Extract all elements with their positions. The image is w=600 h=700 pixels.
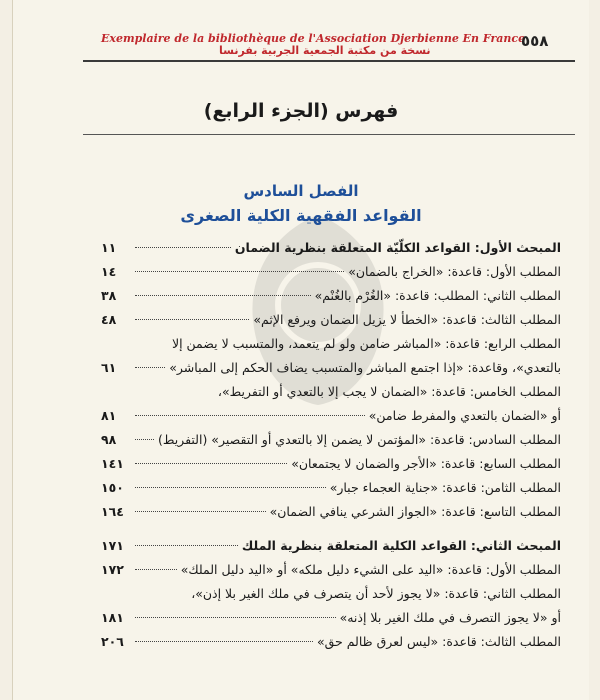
chapter-title: القواعد الفقهية الكلية الصغرى: [180, 206, 422, 225]
dot-leader: [135, 511, 266, 512]
toc-entry[interactable]: [101, 634, 561, 658]
toc-entry-label: المطلب الثامن: قاعدة: «جناية العجماء جبار»: [329, 480, 561, 495]
toc-entry[interactable]: [101, 312, 561, 336]
title-rule: [83, 134, 575, 135]
toc-entry-label: أو «لا يجوز التصرف في ملك الغير بلا إذنه»: [339, 610, 561, 625]
toc-entry[interactable]: [101, 360, 561, 384]
toc-entry-label: المطلب الثاني: المطلب: قاعدة: «الغُرْم بالغُنْم»: [314, 288, 561, 303]
toc-entry[interactable]: [101, 480, 561, 504]
toc-entry-page: ٣٨: [101, 288, 117, 303]
toc-entry-label: المطلب الخامس: قاعدة: «الضمان لا يجب إلا بالتعدي أو التفريط»،: [217, 384, 561, 399]
toc-entry-page: ١١: [101, 240, 117, 255]
toc-entry-label: المبحث الثاني: القواعد الكلية المتعلقة بنظرية الملك: [241, 538, 561, 553]
dot-leader: [135, 295, 311, 296]
toc-entry-label: المطلب الأول: قاعدة: «اليد على الشيء دليل ملكه» أو «اليد دليل الملك»: [180, 562, 561, 577]
page-number: ٥٥٨: [521, 32, 549, 50]
toc-entry-label: المبحث الأول: القواعد الكلّيّة المتعلقة بنظرية الضمان: [234, 240, 561, 255]
toc-entry-page: ٢٠٦: [101, 634, 124, 649]
toc-entry-label: المطلب الثالث: قاعدة: «الخطأ لا يزيل الضمان ويرفع الإثم»: [253, 312, 561, 327]
toc-entry-page: ١٤١: [101, 456, 124, 471]
toc-section-entry[interactable]: [101, 538, 561, 562]
toc-entry-label: المطلب الثاني: قاعدة: «لا يجوز لأحد أن يتصرف في ملك الغير بلا إذن»،: [191, 586, 561, 601]
toc-entry[interactable]: [101, 384, 561, 408]
toc-section-entry[interactable]: [101, 240, 561, 264]
toc-entry[interactable]: [101, 504, 561, 528]
toc-entry-page: ٦١: [101, 360, 117, 375]
toc-entry-page: ١٧٢: [101, 562, 124, 577]
book-page: [12, 0, 589, 700]
toc-entry[interactable]: [101, 562, 561, 586]
dot-leader: [135, 463, 287, 464]
toc-entry-label: المطلب السادس: قاعدة: «المؤتمن لا يضمن إلا بالتعدي أو التقصير» (التفريط): [157, 432, 561, 447]
toc-entry[interactable]: [101, 586, 561, 610]
toc-entry-label: المطلب الرابع: قاعدة: «المباشر ضامن ولو لم يتعمد، والمتسبب لا يضمن إلا: [171, 336, 561, 351]
toc-entry[interactable]: [101, 408, 561, 432]
toc-entry[interactable]: [101, 336, 561, 360]
dot-leader: [135, 415, 365, 416]
toc-entry-page: ١٨١: [101, 610, 124, 625]
dot-leader: [135, 617, 336, 618]
toc-entry-label: بالتعدي»، وقاعدة: «إذا اجتمع المباشر والمتسبب يضاف الحكم إلى المباشر»: [169, 360, 561, 375]
toc-entry[interactable]: [101, 610, 561, 634]
dot-leader: [135, 569, 177, 570]
toc-entry-label: أو «الضمان بالتعدي والمفرط ضامن»: [368, 408, 561, 423]
dot-leader: [135, 367, 165, 368]
toc-entry-label: المطلب التاسع: قاعدة: «الجواز الشرعي ينافي الضمان»: [269, 504, 561, 519]
header-rule: [83, 60, 575, 62]
table-of-contents: [101, 240, 561, 658]
dot-leader: [135, 319, 249, 320]
chapter-label: الفصل السادس: [243, 182, 359, 200]
library-stamp-french: Exemplaire de la bibliothèque de l'Association Djerbienne En France: [101, 32, 526, 45]
toc-entry-page: ١٦٤: [101, 504, 124, 519]
toc-entry-page: ١٧١: [101, 538, 124, 553]
dot-leader: [135, 271, 344, 272]
toc-title: فهرس (الجزء الرابع): [203, 100, 399, 122]
dot-leader: [135, 439, 154, 440]
dot-leader: [135, 641, 313, 642]
toc-entry[interactable]: [101, 456, 561, 480]
toc-entry[interactable]: [101, 264, 561, 288]
toc-entry-page: ٨١: [101, 408, 117, 423]
toc-entry-page: ٤٨: [101, 312, 117, 327]
dot-leader: [135, 545, 238, 546]
dot-leader: [135, 487, 326, 488]
toc-entry-page: ٩٨: [101, 432, 117, 447]
toc-entry-label: المطلب السابع: قاعدة: «الأجر والضمان لا يجتمعان»: [291, 456, 561, 471]
toc-entry-page: ١٤: [101, 264, 117, 279]
toc-entry-label: المطلب الأول: قاعدة: «الخراج بالضمان»: [348, 264, 561, 279]
dot-leader: [135, 247, 231, 248]
section-gap: [101, 528, 561, 538]
toc-entry-label: المطلب الثالث: قاعدة: «ليس لعرق ظالم حق»: [316, 634, 561, 649]
toc-entry-page: ١٥٠: [101, 480, 124, 495]
library-stamp-arabic: نسخة من مكتبة الجمعية الجربية بفرنسا: [219, 44, 431, 57]
toc-entry[interactable]: [101, 432, 561, 456]
toc-entry[interactable]: [101, 288, 561, 312]
